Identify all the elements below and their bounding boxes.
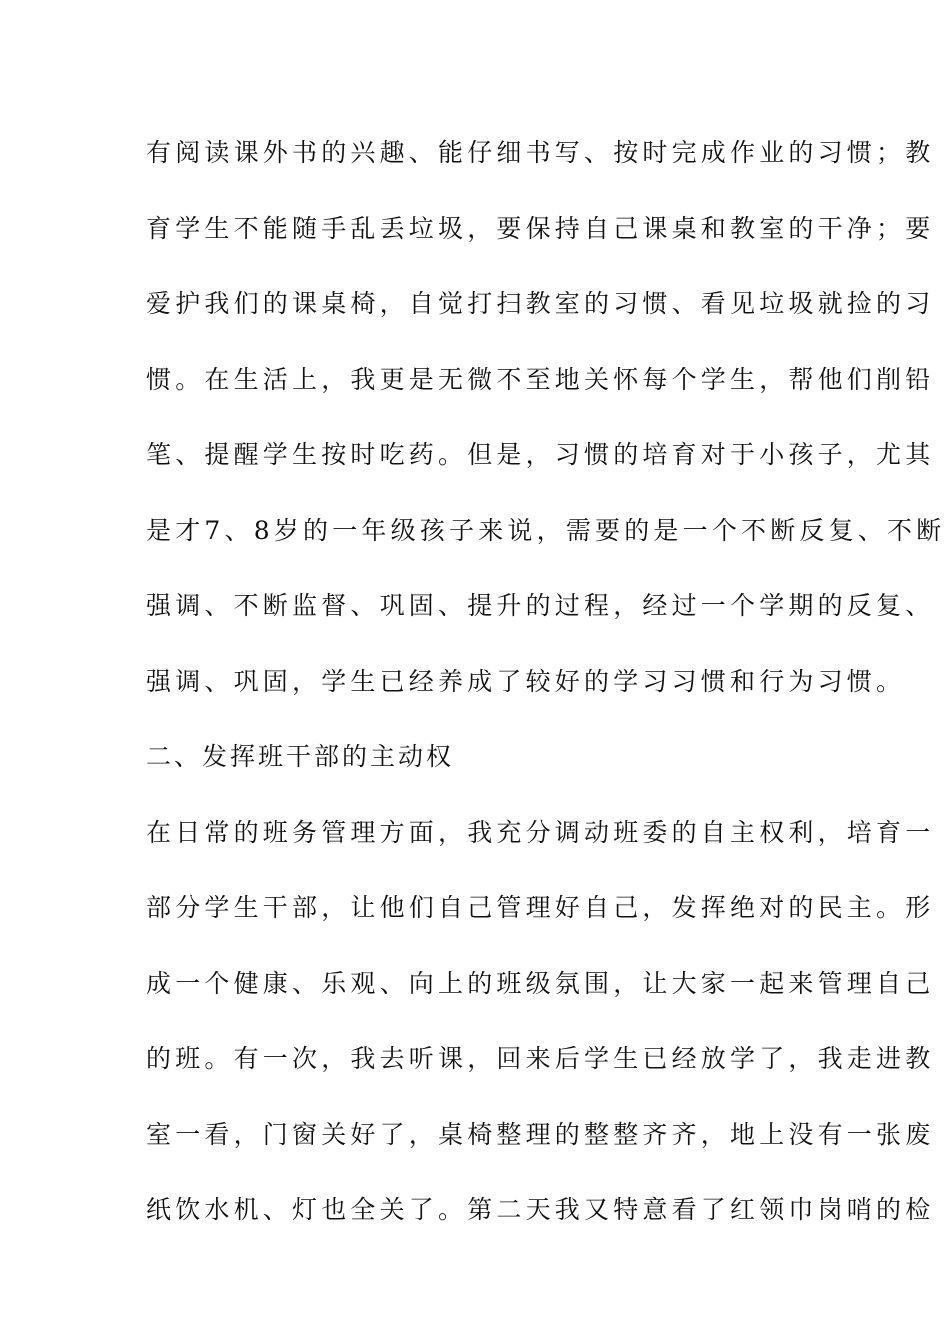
section-heading: 二、发挥班干部的主动权 — [146, 742, 455, 771]
body-text — [146, 128, 946, 1261]
text-line-14: 室一看，门窗关好了，桌椅整理的整整齐齐，地上没有一张废 — [146, 1119, 935, 1149]
text-line-12: 成一个健康、乐观、向上的班级氛围，让大家一起来管理自己 — [146, 968, 935, 998]
text-line-7: 强调、不断监督、巩固、提升的过程，经过一个学期的反复、 — [146, 591, 935, 620]
text-line-15: 纸饮水机、灯也全关了。第二天我又特意看了红领巾岗哨的检 — [146, 1195, 935, 1224]
text-line-1: 有阅读课外书的兴趣、能仔细书写、按时完成作业的习惯；教 — [146, 138, 935, 167]
text-line-4: 惯。在生活上，我更是无微不至地关怀每个学生，帮他们削铅 — [146, 364, 935, 394]
text-line-3: 爱护我们的课桌椅，自觉打扫教室的习惯、看见垃圾就捡的习 — [146, 289, 935, 318]
text-line-10: 在日常的班务管理方面，我充分调动班委的自主权利，培育一 — [146, 817, 935, 847]
text-line-13: 的班。有一次，我去听课，回来后学生已经放学了，我走进教 — [146, 1044, 935, 1073]
text-line-6: 是才7、8岁的一年级孩子来说，需要的是一个不断反复、不断 — [146, 515, 946, 545]
text-line-11: 部分学生干部，让他们自己管理好自己，发挥绝对的民主。形 — [146, 893, 935, 922]
text-line-2: 育学生不能随手乱丢垃圾，要保持自己课桌和教室的干净；要 — [146, 213, 935, 243]
text-line-5: 笔、提醒学生按时吃药。但是，习惯的培育对于小孩子，尤其 — [146, 440, 935, 469]
text-line-8: 强调、巩固，学生已经养成了较好的学习习惯和行为习惯。 — [146, 666, 906, 696]
